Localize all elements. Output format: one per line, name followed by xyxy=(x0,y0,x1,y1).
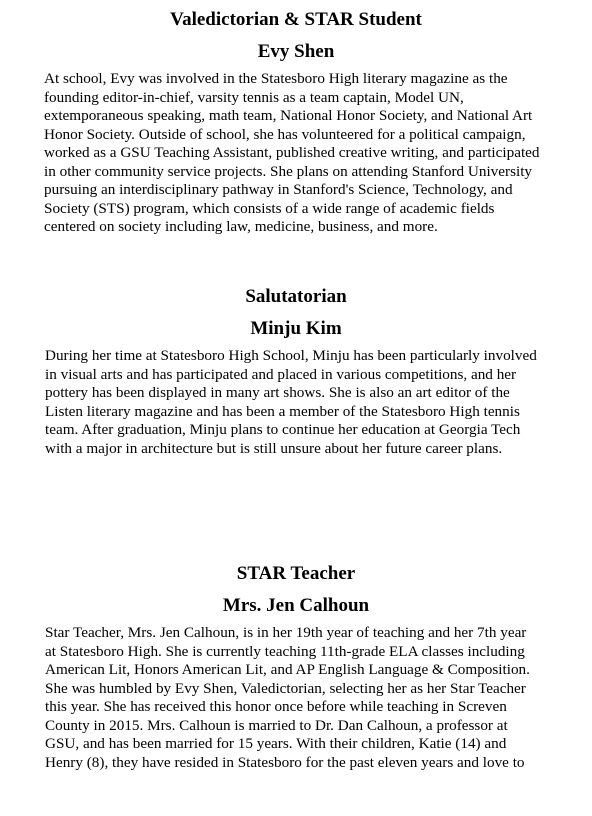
bio-line: GSU, and has been married for 15 years. With their children, Katie (14) and xyxy=(45,735,507,752)
bio-line: Listen literary magazine and has been a member of the Statesboro High tennis xyxy=(45,402,520,420)
section-heading: Valedictorian & STAR Student xyxy=(170,9,422,30)
bio-line: this year. She has received this honor once before while teaching in Screven xyxy=(45,698,507,715)
bio-line: in other community service projects. She plans on attending Stanford University xyxy=(44,162,533,180)
bio-line: in visual arts and has participated and placed in various competitions, and her xyxy=(45,365,517,383)
bio-line: Society (STS) program, which consists of a wide range of academic fields xyxy=(44,199,495,217)
bio-line: At school, Evy was involved in the Statesboro High literary magazine as the xyxy=(44,70,508,87)
honoree-name: Minju Kim xyxy=(250,318,342,339)
honoree-name: Evy Shen xyxy=(257,41,335,62)
bio-line: founding editor-in-chief, varsity tennis as a team captain, Model UN, xyxy=(44,88,464,106)
bio-line: pottery has been displayed in many art shows. She is also an art editor of the xyxy=(45,384,510,401)
bio-line: Henry (8), they have resided in Statesboro for the past eleven years and love to xyxy=(45,753,525,771)
bio-paragraph xyxy=(44,70,584,237)
section-heading: STAR Teacher xyxy=(236,563,356,584)
bio-paragraph xyxy=(45,624,585,772)
bio-line: at Statesboro High. She is currently teaching 11th-grade ELA classes including xyxy=(45,642,525,660)
bio-paragraph xyxy=(45,347,585,458)
bio-line: with a major in architecture but is still unsure about her future career plans. xyxy=(45,439,503,457)
bio-line: centered on society including law, medicine, business, and more. xyxy=(44,218,438,235)
bio-line: Star Teacher, Mrs. Jen Calhoun, is in her 19th year of teaching and her 7th year xyxy=(45,624,527,641)
section-heading: Salutatorian xyxy=(245,286,347,307)
bio-line: team. After graduation, Minju plans to continue her education at Georgia Tech xyxy=(45,421,521,438)
bio-line: She was humbled by Evy Shen, Valedictorian, selecting her as her Star Teacher xyxy=(45,679,526,697)
bio-line: pursuing an interdisciplinary pathway in Stanford's Science, Technology, and xyxy=(44,181,513,198)
bio-line: extemporaneous speaking, math team, National Honor Society, and National Art xyxy=(44,107,533,124)
bio-line: During her time at Statesboro High School, Minju has been particularly involved xyxy=(45,347,537,364)
honoree-name: Mrs. Jen Calhoun xyxy=(222,595,370,616)
bio-line: worked as a GSU Teaching Assistant, published creative writing, and participated xyxy=(44,144,540,161)
bio-line: Honor Society. Outside of school, she has volunteered for a political campaign, xyxy=(44,125,526,143)
bio-line: County in 2015. Mrs. Calhoun is married to Dr. Dan Calhoun, a professor at xyxy=(45,716,508,734)
bio-line: American Lit, Honors American Lit, and AP English Language & Composition. xyxy=(45,661,530,678)
